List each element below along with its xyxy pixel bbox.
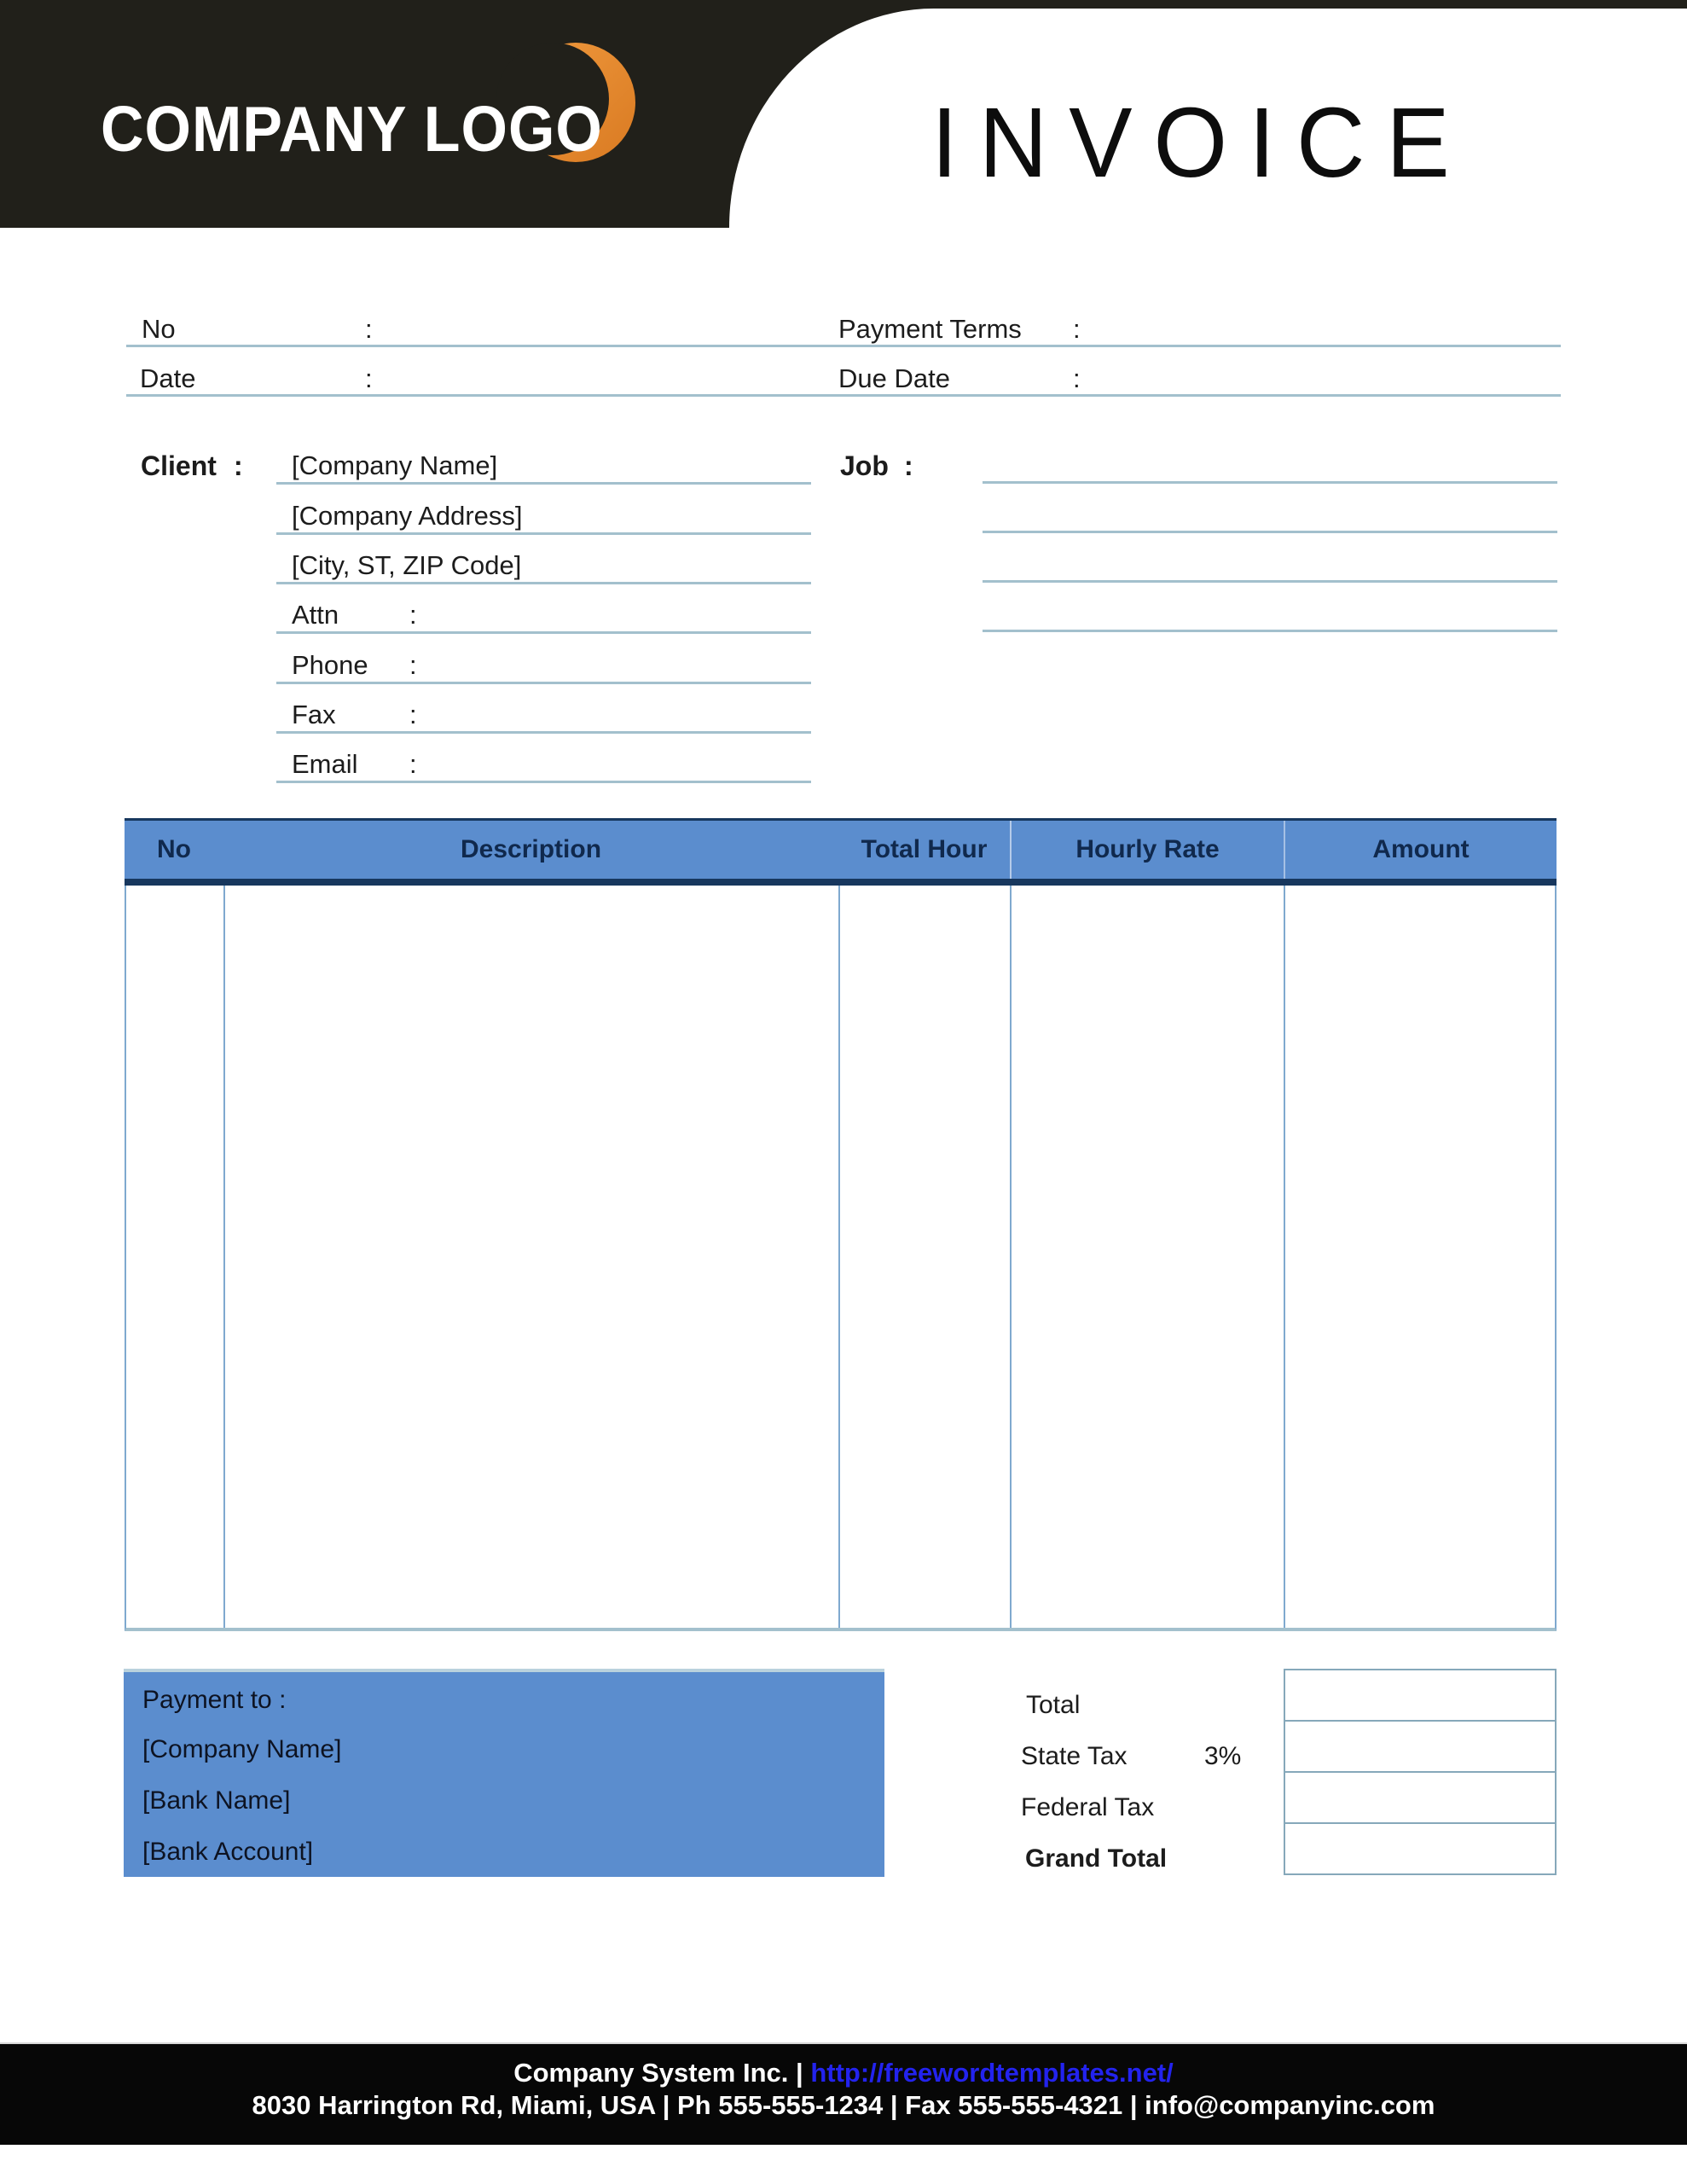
column-divider xyxy=(1010,886,1012,1628)
column-header-total-hour: Total Hour xyxy=(861,835,988,863)
email-label: Email xyxy=(292,749,358,779)
job-section-label: Job xyxy=(840,450,889,481)
payment-terms-colon: : xyxy=(1073,314,1081,344)
due-date-colon: : xyxy=(1073,363,1081,393)
phone-label: Phone xyxy=(292,650,368,680)
column-divider xyxy=(223,886,225,1628)
page-title: INVOICE xyxy=(931,87,1471,198)
no-colon: : xyxy=(365,314,373,344)
job-field-line-1[interactable] xyxy=(983,448,1557,484)
email-colon: : xyxy=(409,749,417,779)
client-section-colon: : xyxy=(234,450,243,481)
attn-colon: : xyxy=(409,600,417,630)
client-city-placeholder: [City, ST, ZIP Code] xyxy=(292,550,522,580)
job-field-line-3[interactable] xyxy=(983,547,1557,583)
fax-label: Fax xyxy=(292,700,336,729)
due-date-label: Due Date xyxy=(838,363,950,393)
grand-total-value-cell[interactable] xyxy=(1284,1822,1557,1875)
client-city-field[interactable] xyxy=(276,549,811,584)
total-value-cell[interactable] xyxy=(1284,1669,1557,1722)
no-field-line[interactable] xyxy=(126,345,1561,347)
footer-company-name: Company System Inc. | xyxy=(513,2058,803,2088)
date-label: Date xyxy=(140,363,196,393)
column-header-hourly-rate: Hourly Rate xyxy=(1010,821,1284,879)
payment-bank-account: [Bank Account] xyxy=(142,1838,314,1866)
table-header-row xyxy=(125,818,1557,886)
client-section-label: Client xyxy=(141,450,217,481)
client-company-address-placeholder: [Company Address] xyxy=(292,501,523,531)
federal-tax-label: Federal Tax xyxy=(1021,1793,1155,1821)
grand-total-label: Grand Total xyxy=(1025,1844,1168,1873)
state-tax-label: State Tax xyxy=(1021,1742,1128,1770)
client-company-address-field[interactable] xyxy=(276,499,811,535)
state-tax-rate: 3% xyxy=(1204,1742,1242,1770)
client-fax-field[interactable] xyxy=(276,698,811,734)
date-field-line[interactable] xyxy=(126,394,1561,397)
company-logo-text: COMPANY LOGO xyxy=(101,93,603,166)
table-body[interactable] xyxy=(125,886,1557,1631)
payment-bank-name: [Bank Name] xyxy=(142,1786,291,1815)
client-company-name-field[interactable] xyxy=(276,449,811,485)
column-divider xyxy=(838,886,840,1628)
column-divider xyxy=(1284,886,1285,1628)
no-label: No xyxy=(142,314,176,344)
column-header-amount: Amount xyxy=(1284,821,1557,879)
date-colon: : xyxy=(365,363,373,393)
payment-to-heading: Payment to : xyxy=(142,1686,287,1714)
attn-label: Attn xyxy=(292,600,339,630)
federal-tax-value-cell[interactable] xyxy=(1284,1771,1557,1824)
state-tax-value-cell[interactable] xyxy=(1284,1720,1557,1773)
client-company-name-placeholder: [Company Name] xyxy=(292,450,498,480)
job-field-line-2[interactable] xyxy=(983,497,1557,533)
client-email-field[interactable] xyxy=(276,747,811,783)
payment-terms-label: Payment Terms xyxy=(838,314,1022,344)
payment-company-name: [Company Name] xyxy=(142,1735,342,1763)
job-section-colon: : xyxy=(904,450,913,481)
client-attn-field[interactable] xyxy=(276,598,811,634)
line-items-table xyxy=(125,818,1557,1631)
job-field-line-4[interactable] xyxy=(983,596,1557,632)
column-header-description: Description xyxy=(460,835,602,863)
footer-band xyxy=(0,2042,1687,2145)
column-header-no: No xyxy=(157,835,191,863)
fax-colon: : xyxy=(409,700,417,729)
phone-colon: : xyxy=(409,650,417,680)
total-label: Total xyxy=(1026,1691,1081,1719)
footer-address-line: 8030 Harrington Rd, Miami, USA | Ph 555-555-1234 | Fax 555-555-4321 | info@companyinc.com xyxy=(252,2090,1435,2120)
payment-info-box xyxy=(124,1669,884,1877)
footer-template-link[interactable]: http://freewordtemplates.net/ xyxy=(810,2058,1174,2088)
client-phone-field[interactable] xyxy=(276,648,811,684)
